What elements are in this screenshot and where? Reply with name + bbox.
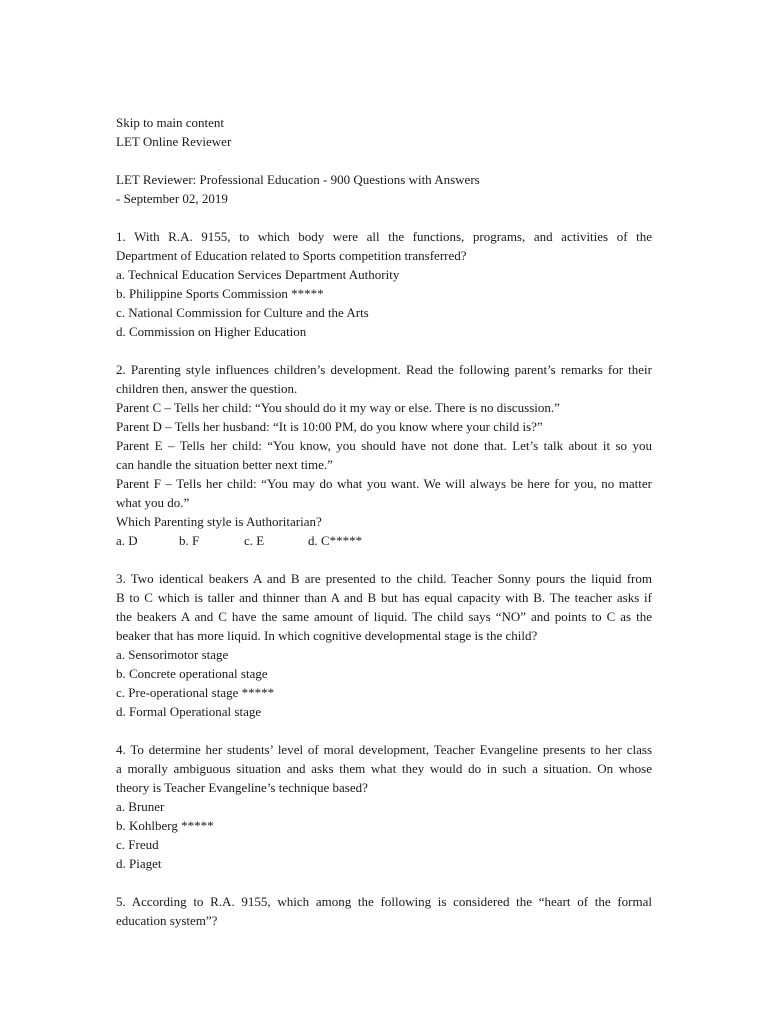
question-2-line: what you do.” <box>116 495 190 510</box>
question-4-option-d: d. Piaget <box>116 856 162 871</box>
question-1-line: Department of Education related to Sports competition transferred? <box>116 248 467 263</box>
question-2-line: Parent F – Tells her child: “You may do what you want. We will always be here for you, no matter <box>116 476 652 491</box>
question-1-option-d: d. Commission on Higher Education <box>116 324 307 339</box>
question-3-line: the beakers A and C have the same amount of liquid. The child says “NO” and points to C as the <box>116 609 652 624</box>
question-4-line: theory is Teacher Evangeline’s technique based? <box>116 780 368 795</box>
skip-to-content-link[interactable]: Skip to main content <box>116 115 224 130</box>
question-4-line: a morally ambiguous situation and asks them what they would do in such a situation. On whose <box>116 761 652 776</box>
question-3-line: B to C which is taller and thinner than A and B but has equal capacity with B. The teacher asks if <box>116 590 652 605</box>
question-2-line: children then, answer the question. <box>116 381 298 396</box>
question-4-option-a: a. Bruner <box>116 799 165 814</box>
post-date: - September 02, 2019 <box>116 191 228 206</box>
question-2-option-a: a. D <box>116 533 138 548</box>
question-2-option-c: c. E <box>244 533 265 548</box>
question-2-line: can handle the situation better next time.” <box>116 457 333 472</box>
question-3-option-a: a. Sensorimotor stage <box>116 647 229 662</box>
question-4-option-b: b. Kohlberg ***** <box>116 818 214 833</box>
question-1-option-b: b. Philippine Sports Commission ***** <box>116 286 324 301</box>
question-3-line: beaker that has more liquid. In which cognitive developmental stage is the child? <box>116 628 538 643</box>
question-5-line: education system”? <box>116 913 218 928</box>
spacer <box>116 721 652 740</box>
question-1-line: 1. With R.A. 9155, to which body were all the functions, programs, and activities of the <box>116 229 652 244</box>
question-2-option-b: b. F <box>179 533 200 548</box>
spacer <box>116 550 652 569</box>
question-2-line: Parent D – Tells her husband: “It is 10:00 PM, do you know where your child is?” <box>116 419 543 434</box>
spacer <box>116 151 652 170</box>
spacer <box>116 208 652 227</box>
post-title: LET Reviewer: Professional Education - 900 Questions with Answers <box>116 172 480 187</box>
question-3-option-b: b. Concrete operational stage <box>116 666 268 681</box>
question-2-line: Parent E – Tells her child: “You know, you should have not done that. Let’s talk about it so you <box>116 438 652 453</box>
question-3-line: 3. Two identical beakers A and B are presented to the child. Teacher Sonny pours the liquid from <box>116 571 652 586</box>
question-2-options <box>116 531 652 550</box>
question-2-line: Which Parenting style is Authoritarian? <box>116 514 322 529</box>
spacer <box>116 873 652 892</box>
question-4-line: 4. To determine her students’ level of moral development, Teacher Evangeline presents to her class <box>116 742 652 757</box>
spacer <box>116 341 652 360</box>
question-1-option-a: a. Technical Education Services Department Authority <box>116 267 400 282</box>
question-1-option-c: c. National Commission for Culture and the Arts <box>116 305 369 320</box>
question-2-line: Parent C – Tells her child: “You should do it my way or else. There is no discussion.” <box>116 400 560 415</box>
site-name[interactable]: LET Online Reviewer <box>116 134 232 149</box>
question-2-line: 2. Parenting style influences children’s development. Read the following parent’s remarks for their <box>116 362 652 377</box>
question-3-option-c: c. Pre-operational stage ***** <box>116 685 275 700</box>
question-4-option-c: c. Freud <box>116 837 159 852</box>
question-2-option-d: d. C***** <box>308 533 363 548</box>
question-5-line: 5. According to R.A. 9155, which among the following is considered the “heart of the formal <box>116 894 652 909</box>
question-3-option-d: d. Formal Operational stage <box>116 704 262 719</box>
document-page <box>116 113 652 930</box>
